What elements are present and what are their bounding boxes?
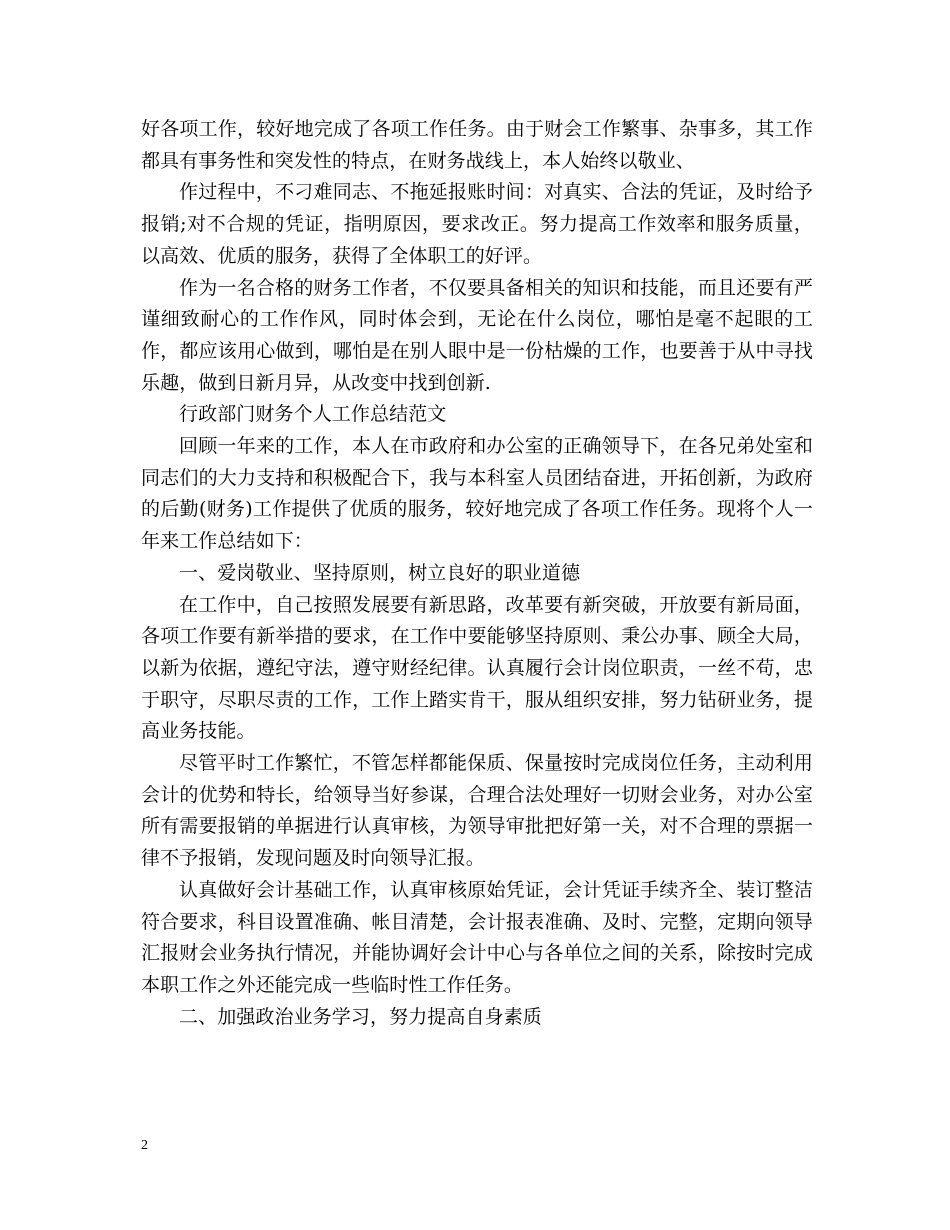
paragraph-review: 回顾一年来的工作，本人在市政府和办公室的正确领导下，在各兄弟处室和同志们的大力支持和积极配合下，我与本科室人员团结奋进，开拓创新，为政府的后勤(财务)工作提供了优质的服务，较好地完成了各项工作任务。现将个人一年来工作总结如下： xyxy=(141,435,813,553)
paragraph-accounting-basics: 认真做好会计基础工作，认真审核原始凭证，会计凭证手续齐全、装订整洁符合要求，科目设置准确、帐目清楚，会计报表准确、及时、完整，定期向领导汇报财会业务执行情况，并能协调好会计中心与各单位之间的关系，除按时完成本职工作之外还能完成一些临时性工作任务。 xyxy=(141,878,813,996)
document-body xyxy=(141,114,813,1033)
section-title: 行政部门财务个人工作总结范文 xyxy=(179,403,447,426)
heading-one: 一、爱岗敬业、坚持原则，树立良好的职业道德 xyxy=(179,561,581,584)
paragraph-continuation: 好各项工作，较好地完成了各项工作任务。由于财会工作繁事、杂事多，其工作都具有事务性和突发性的特点，在财务战线上，本人始终以敬业、 xyxy=(141,118,813,172)
paragraph-reimbursement: 作过程中，不刁难同志、不拖延报账时间：对真实、合法的凭证，及时给予报销;对不合规的凭证，指明原因，要求改正。努力提高工作效率和服务质量，以高效、优质的服务，获得了全体职工的好评。 xyxy=(141,181,813,267)
paragraph-work-principles: 在工作中，自己按照发展要有新思路，改革要有新突破，开放要有新局面，各项工作要有新举措的要求，在工作中要能够坚持原则、秉公办事、顾全大局，以新为依据，遵纪守法，遵守财经纪律。认真履行会计岗位职责，一丝不苟，忠于职守，尽职尽责的工作，工作上踏实肯干，服从组织安排，努力钻研业务，提高业务技能。 xyxy=(141,593,813,743)
paragraph-qualified-worker: 作为一名合格的财务工作者，不仅要具备相关的知识和技能，而且还要有严谨细致耐心的工作作风，同时体会到，无论在什么岗位，哪怕是毫不起眼的工作，都应该用心做到，哪怕是在别人眼中是一份枯燥的工作，也要善于从中寻找乐趣，做到日新月异，从改变中找到创新. xyxy=(141,276,813,394)
heading-two: 二、加强政治业务学习，努力提高自身素质 xyxy=(179,1005,542,1028)
paragraph-busy-work: 尽管平时工作繁忙，不管怎样都能保质、保量按时完成岗位任务，主动利用会计的优势和特长，给领导当好参谋，合理合法处理好一切财会业务，对办公室所有需要报销的单据进行认真审核，为领导审批把好第一关，对不合理的票据一律不予报销，发现问题及时向领导汇报。 xyxy=(141,752,813,870)
page-number: 2 xyxy=(141,1138,148,1153)
